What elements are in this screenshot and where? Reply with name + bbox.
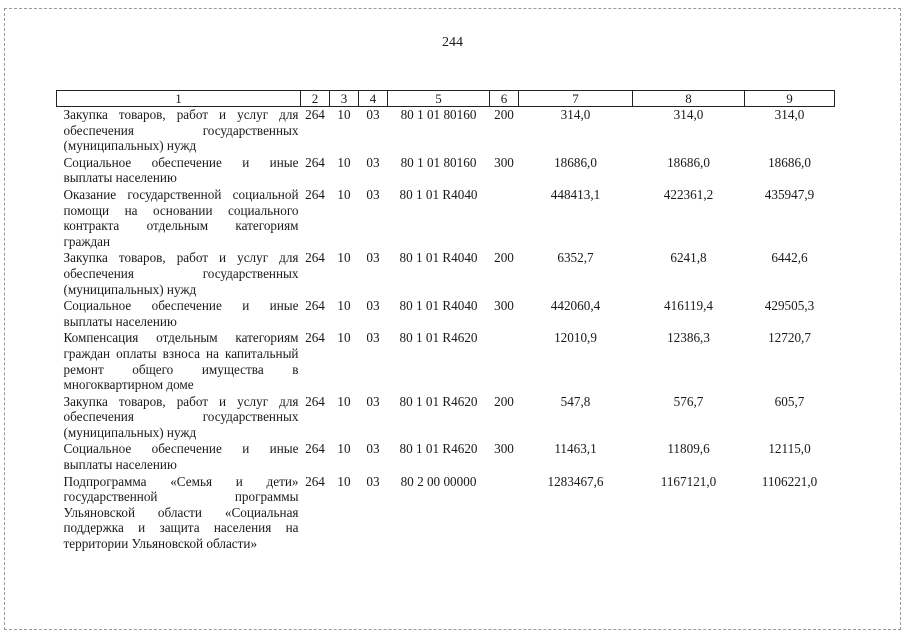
row-ministry-code: 264 <box>305 393 325 409</box>
row-ministry-code: 264 <box>305 473 325 489</box>
table-row <box>57 187 835 250</box>
row-name: Закупка товаров, работ и услуг для обеспечения государственных (муниципальных) нужд <box>63 250 299 297</box>
row-section: 10 <box>337 107 351 122</box>
row-target-article: 80 2 00 00000 <box>400 473 477 489</box>
row-target-article: 80 1 01 R4620 <box>399 393 478 409</box>
row-target-article: 80 1 01 80160 <box>400 154 477 170</box>
row-amount-col7: 11463,1 <box>554 441 597 457</box>
row-amount-col8: 416119,4 <box>664 298 713 314</box>
row-ministry-code: 264 <box>305 298 325 314</box>
row-amount-col8: 314,0 <box>673 107 704 122</box>
row-name: Социальное обеспечение и иные выплаты населению <box>63 154 299 186</box>
row-subsection: 03 <box>366 441 380 457</box>
row-amount-col9: 435947,9 <box>764 186 815 202</box>
row-expense-type: 300 <box>494 441 514 457</box>
row-name: Закупка товаров, работ и услуг для обеспечения государственных (муниципальных) нужд <box>63 393 299 440</box>
row-amount-col7: 6352,7 <box>557 250 594 266</box>
row-subsection: 03 <box>366 154 380 170</box>
row-expense-type: 300 <box>494 154 514 170</box>
row-amount-col8: 1167121,0 <box>660 473 717 489</box>
table-row <box>57 394 835 442</box>
row-section: 10 <box>337 330 351 346</box>
row-section: 10 <box>337 250 351 266</box>
row-amount-col7: 1283467,6 <box>547 473 604 489</box>
row-target-article: 80 1 01 R4620 <box>399 330 478 346</box>
table-row <box>57 474 835 553</box>
row-name: Оказание государственной социальной помощи на основании социального контракта отдельным категориям граждан <box>63 186 299 249</box>
row-amount-col7: 18686,0 <box>554 154 597 170</box>
table-row <box>57 155 835 187</box>
header-row <box>57 91 835 107</box>
table-row <box>57 107 835 155</box>
table-row <box>57 441 835 473</box>
row-target-article: 80 1 01 R4620 <box>399 441 478 457</box>
page-frame-bottom <box>4 629 901 630</box>
row-amount-col9: 18686,0 <box>768 154 811 170</box>
row-amount-col7: 442060,4 <box>550 298 601 314</box>
row-section: 10 <box>337 186 351 202</box>
row-amount-col8: 576,7 <box>673 393 704 409</box>
budget-table <box>56 90 835 553</box>
row-subsection: 03 <box>366 250 380 266</box>
row-subsection: 03 <box>366 298 380 314</box>
row-amount-col9: 1106221,0 <box>761 473 818 489</box>
page-frame-left <box>4 8 5 630</box>
page-number: 244 <box>442 35 463 50</box>
row-target-article: 80 1 01 80160 <box>400 107 477 122</box>
row-amount-col8: 12386,3 <box>667 330 710 346</box>
row-section: 10 <box>337 298 351 314</box>
header-cell: 3 <box>330 91 359 107</box>
table-row <box>57 298 835 330</box>
row-subsection: 03 <box>366 473 380 489</box>
row-expense-type: 200 <box>494 393 514 409</box>
row-section: 10 <box>337 393 351 409</box>
row-target-article: 80 1 01 R4040 <box>399 250 478 266</box>
row-ministry-code: 264 <box>305 441 325 457</box>
header-cell: 1 <box>57 91 301 107</box>
row-amount-col8: 11809,6 <box>667 441 710 457</box>
row-section: 10 <box>337 441 351 457</box>
row-amount-col9: 12115,0 <box>768 441 811 457</box>
table-row <box>57 250 835 298</box>
row-amount-col8: 6241,8 <box>670 250 707 266</box>
row-subsection: 03 <box>366 107 380 122</box>
row-name: Подпрограмма «Семья и дети» государственной программы Ульяновской области «Социальная поддержка и защита населения на территории Ульяновской области» <box>63 473 299 552</box>
row-amount-col9: 429505,3 <box>764 298 815 314</box>
row-name: Компенсация отдельным категориям граждан оплаты взноса на капитальный ремонт общего имущества в многоквартирном доме <box>63 330 299 393</box>
row-amount-col9: 12720,7 <box>768 330 811 346</box>
row-name: Социальное обеспечение и иные выплаты населению <box>63 441 299 473</box>
page-frame-top <box>4 8 901 9</box>
row-ministry-code: 264 <box>305 186 325 202</box>
row-amount-col9: 6442,6 <box>771 250 808 266</box>
row-expense-type <box>490 474 519 553</box>
row-section: 10 <box>337 473 351 489</box>
row-section: 10 <box>337 154 351 170</box>
header-cell: 6 <box>490 91 519 107</box>
row-expense-type: 200 <box>494 107 514 122</box>
row-ministry-code: 264 <box>305 330 325 346</box>
row-name: Социальное обеспечение и иные выплаты населению <box>63 298 299 329</box>
row-amount-col9: 314,0 <box>774 107 805 122</box>
row-amount-col7: 314,0 <box>560 107 591 122</box>
header-cell: 8 <box>633 91 745 107</box>
header-cell: 2 <box>301 91 330 107</box>
header-cell: 9 <box>745 91 835 107</box>
row-amount-col7: 12010,9 <box>554 330 597 346</box>
row-expense-type <box>490 187 519 250</box>
row-subsection: 03 <box>366 393 380 409</box>
row-expense-type <box>490 330 519 393</box>
row-amount-col7: 448413,1 <box>550 186 601 202</box>
row-subsection: 03 <box>366 186 380 202</box>
table-row <box>57 330 835 393</box>
row-amount-col7: 547,8 <box>560 393 591 409</box>
row-name: Закупка товаров, работ и услуг для обеспечения государственных (муниципальных) нужд <box>63 107 299 154</box>
row-ministry-code: 264 <box>305 107 325 122</box>
row-target-article: 80 1 01 R4040 <box>399 298 478 314</box>
row-ministry-code: 264 <box>305 154 325 170</box>
row-ministry-code: 264 <box>305 250 325 266</box>
header-cell: 7 <box>519 91 633 107</box>
page-frame-right <box>900 8 901 630</box>
row-expense-type: 300 <box>494 298 514 314</box>
row-expense-type: 200 <box>494 250 514 266</box>
header-cell: 4 <box>359 91 388 107</box>
row-amount-col8: 18686,0 <box>667 154 710 170</box>
row-subsection: 03 <box>366 330 380 346</box>
row-amount-col9: 605,7 <box>774 393 805 409</box>
row-amount-col8: 422361,2 <box>663 186 714 202</box>
row-target-article: 80 1 01 R4040 <box>399 186 478 202</box>
header-cell: 5 <box>388 91 490 107</box>
